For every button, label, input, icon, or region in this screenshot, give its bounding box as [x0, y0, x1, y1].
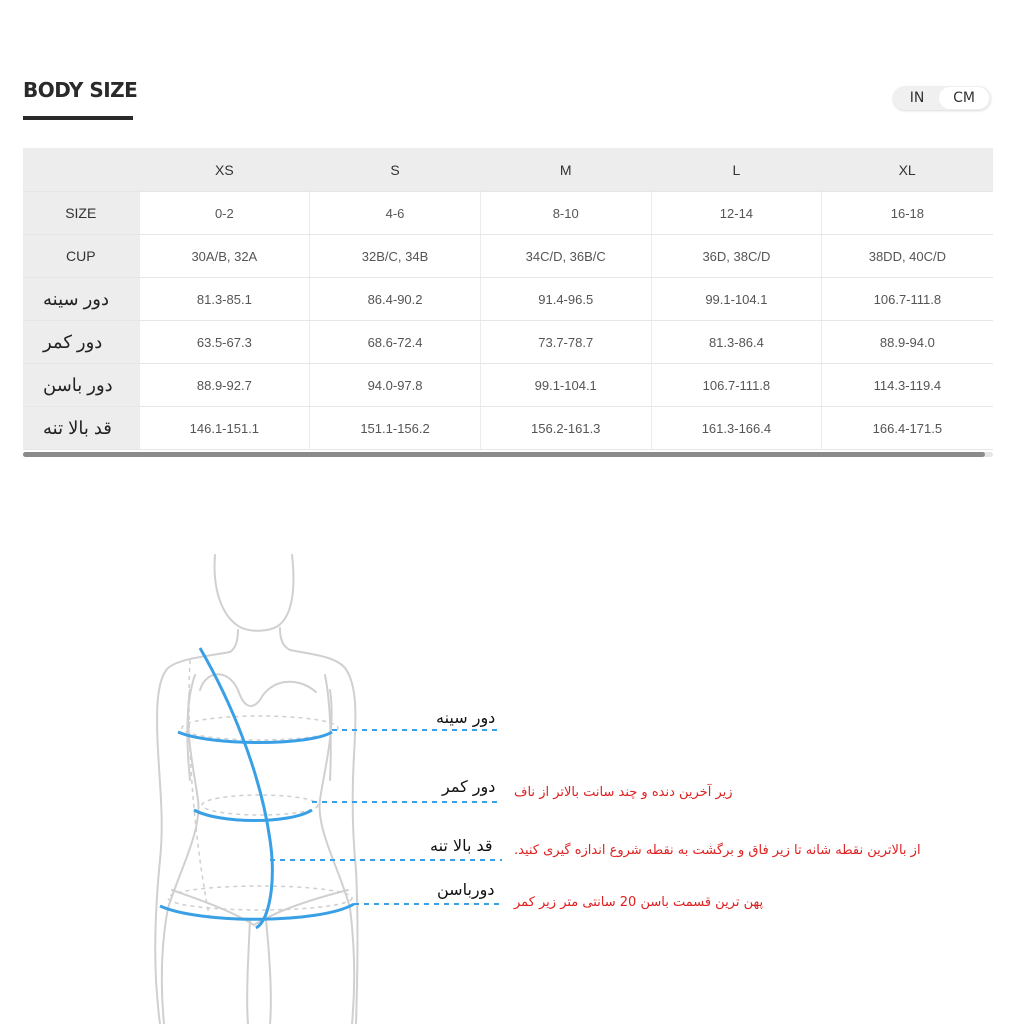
table-cell: 88.9-94.0 — [822, 321, 993, 364]
row-header: CUP — [23, 235, 139, 278]
unit-toggle[interactable] — [893, 86, 991, 110]
waist-note: زیر آخرین دنده و چند سانت بالاتر از ناف — [514, 785, 733, 800]
table-cell: 94.0-97.8 — [310, 364, 481, 407]
table-row — [23, 192, 993, 235]
row-header: قد بالا تنه — [23, 407, 139, 450]
torso-label: قد بالا تنه — [430, 836, 493, 855]
row-header: دور باسن — [23, 364, 139, 407]
table-cell: 36D, 38C/D — [651, 235, 822, 278]
table-row — [23, 364, 993, 407]
pointer-lines — [270, 730, 502, 904]
unit-in-button[interactable]: IN — [909, 90, 925, 106]
table-cell: 0-2 — [139, 192, 310, 235]
column-header: S — [310, 148, 481, 192]
hip-label: دورباسن — [437, 880, 495, 899]
table-cell: 12-14 — [651, 192, 822, 235]
table-cell: 114.3-119.4 — [822, 364, 993, 407]
table-cell: 151.1-156.2 — [310, 407, 481, 450]
size-table — [23, 148, 993, 450]
table-cell: 106.7-111.8 — [822, 278, 993, 321]
table-cell: 38DD, 40C/D — [822, 235, 993, 278]
body-outline — [155, 555, 357, 1024]
table-cell: 88.9-92.7 — [139, 364, 310, 407]
table-cell: 146.1-151.1 — [139, 407, 310, 450]
hip-measure-line — [160, 904, 354, 919]
column-header: M — [480, 148, 651, 192]
table-cell: 156.2-161.3 — [480, 407, 651, 450]
row-header: دور کمر — [23, 321, 139, 364]
row-header: SIZE — [23, 192, 139, 235]
waist-label: دور کمر — [442, 777, 496, 796]
title-underline — [23, 116, 133, 120]
table-cell: 99.1-104.1 — [651, 278, 822, 321]
column-header: XS — [139, 148, 310, 192]
bust-measure-line — [178, 732, 332, 743]
scrollbar-thumb[interactable] — [23, 452, 985, 457]
table-cell: 30A/B, 32A — [139, 235, 310, 278]
hip-note: پهن ترین قسمت باسن 20 سانتی متر زیر کمر — [514, 895, 764, 910]
torso-note: از بالاترین نقطه شانه تا زیر فاق و برگشت به نقطه شروع اندازه گیری کنید. — [514, 843, 921, 858]
table-cell: 166.4-171.5 — [822, 407, 993, 450]
table-row — [23, 278, 993, 321]
table-cell: 81.3-86.4 — [651, 321, 822, 364]
column-header: L — [651, 148, 822, 192]
table-cell: 32B/C, 34B — [310, 235, 481, 278]
page-title: BODY SIZE — [23, 78, 138, 102]
table-row — [23, 235, 993, 278]
table-cell: 91.4-96.5 — [480, 278, 651, 321]
table-cell: 81.3-85.1 — [139, 278, 310, 321]
table-cell: 161.3-166.4 — [651, 407, 822, 450]
bust-label: دور سینه — [436, 708, 496, 727]
table-cell: 8-10 — [480, 192, 651, 235]
table-corner-cell — [23, 148, 139, 192]
column-header: XL — [822, 148, 993, 192]
table-cell: 73.7-78.7 — [480, 321, 651, 364]
table-row — [23, 321, 993, 364]
table-cell: 34C/D, 36B/C — [480, 235, 651, 278]
table-header-row — [23, 148, 993, 192]
table-cell: 4-6 — [310, 192, 481, 235]
unit-cm-button[interactable]: CM — [939, 87, 989, 109]
table-cell: 106.7-111.8 — [651, 364, 822, 407]
table-cell: 68.6-72.4 — [310, 321, 481, 364]
table-row — [23, 407, 993, 450]
table-cell: 63.5-67.3 — [139, 321, 310, 364]
horizontal-scrollbar[interactable] — [23, 452, 993, 457]
table-cell: 16-18 — [822, 192, 993, 235]
table-cell: 86.4-90.2 — [310, 278, 481, 321]
row-header: دور سینه — [23, 278, 139, 321]
table-cell: 99.1-104.1 — [480, 364, 651, 407]
